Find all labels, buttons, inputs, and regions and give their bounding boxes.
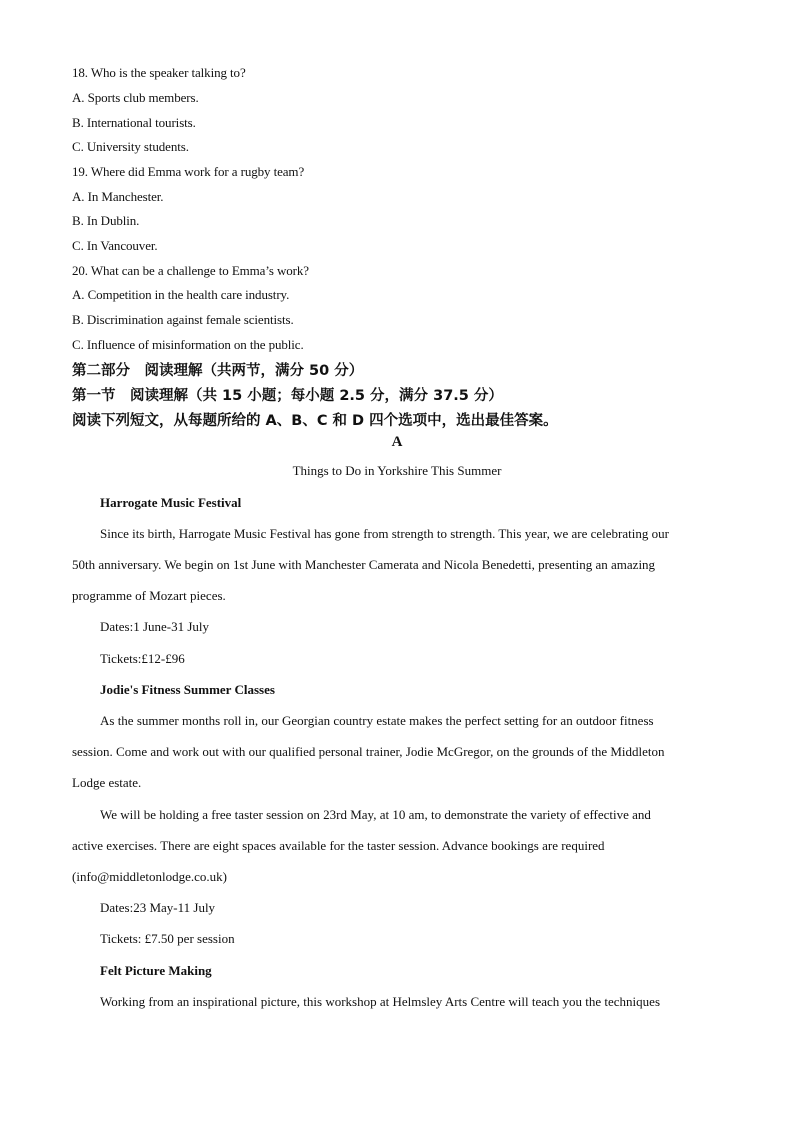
- jodie-p1-line-1: As the summer months roll in, our Georgian country estate makes the perfect setting for an outdoor fitness: [100, 713, 654, 728]
- question-20-option-c: C. Influence of misinformation on the public.: [72, 337, 304, 352]
- question-18-stem: 18. Who is the speaker talking to?: [72, 65, 246, 80]
- jodie-p1-line-2: session. Come and work out with our qualified personal trainer, Jodie McGregor, on the grounds of the Middleton: [72, 744, 665, 759]
- question-18-option-b: B. International tourists.: [72, 115, 196, 130]
- question-19-option-b: B. In Dublin.: [72, 213, 140, 228]
- jodie-tickets: Tickets: £7.50 per session: [100, 931, 235, 946]
- jodie-p2-line-3: (info@middletonlodge.co.uk): [72, 869, 227, 884]
- jodie-p2-line-2: active exercises. There are eight spaces available for the taster session. Advance bookings are required: [72, 838, 605, 853]
- harrogate-heading: Harrogate Music Festival: [100, 495, 242, 510]
- question-18-option-c: C. University students.: [72, 139, 189, 154]
- jodie-p2-line-1: We will be holding a free taster session on 23rd May, at 10 am, to demonstrate the variety of effective and: [100, 807, 651, 822]
- harrogate-text-line-1: Since its birth, Harrogate Music Festival has gone from strength to strength. This year, we are celebrating our: [100, 526, 669, 541]
- question-20-stem: 20. What can be a challenge to Emma’s work?: [72, 263, 309, 278]
- harrogate-text-line-3: programme of Mozart pieces.: [72, 588, 226, 603]
- question-19-option-c: C. In Vancouver.: [72, 238, 158, 253]
- passage-letter: A: [391, 434, 403, 450]
- question-20-option-a: A. Competition in the health care industry.: [72, 287, 290, 302]
- harrogate-text-line-2: 50th anniversary. We begin on 1st June with Manchester Camerata and Nicola Benedetti, presenting an amazing: [72, 557, 656, 572]
- jodie-dates: Dates:23 May-11 July: [100, 900, 216, 915]
- harrogate-tickets: Tickets:£12-£96: [100, 651, 185, 666]
- felt-heading: Felt Picture Making: [100, 963, 212, 978]
- question-20-option-b: B. Discrimination against female scientists.: [72, 312, 294, 327]
- passage-title: Things to Do in Yorkshire This Summer: [292, 463, 502, 478]
- question-19-option-a: A. In Manchester.: [72, 189, 164, 204]
- question-19-stem: 19. Where did Emma work for a rugby team?: [72, 164, 305, 179]
- jodie-p1-line-3: Lodge estate.: [72, 775, 142, 790]
- section-subtitle: 第一节 阅读理解（共 15 小题；每小题 2.5 分，满分 37.5 分）: [72, 388, 503, 404]
- felt-text-line-1: Working from an inspirational picture, this workshop at Helmsley Arts Centre will teach you the techniques: [100, 994, 660, 1009]
- section-instruction: 阅读下列短文，从每题所给的 A、B、C 和 D 四个选项中，选出最佳答案。: [72, 413, 558, 429]
- harrogate-dates: Dates:1 June-31 July: [100, 619, 210, 634]
- question-18-option-a: A. Sports club members.: [72, 90, 199, 105]
- part-title: 第二部分 阅读理解（共两节，满分 50 分）: [72, 363, 364, 379]
- jodie-heading: Jodie's Fitness Summer Classes: [100, 682, 275, 697]
